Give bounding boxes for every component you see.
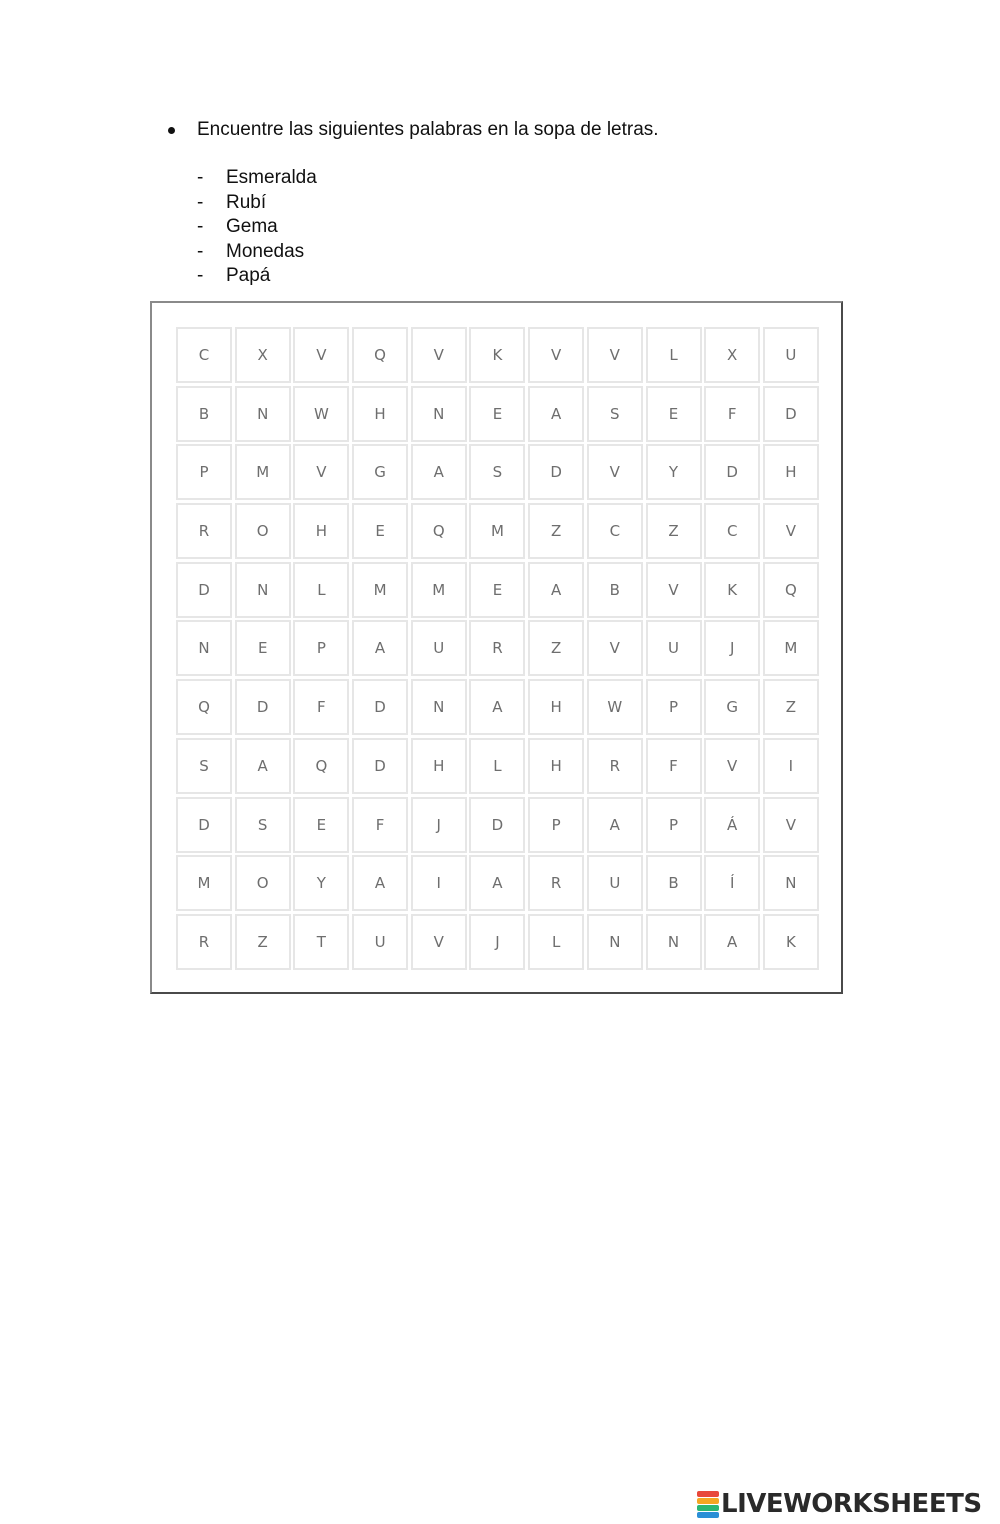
grid-cell[interactable]: V: [587, 327, 643, 383]
dash: -: [197, 240, 204, 262]
grid-cell[interactable]: E: [293, 797, 349, 853]
logo-mark-block: [697, 1512, 719, 1518]
grid-cell[interactable]: Z: [528, 503, 584, 559]
grid-cell[interactable]: F: [293, 679, 349, 735]
word-text: Esmeralda: [226, 167, 317, 188]
word-text: Gema: [226, 216, 278, 237]
grid-cell[interactable]: D: [235, 679, 291, 735]
grid-cell[interactable]: M: [352, 562, 408, 618]
grid-cell[interactable]: V: [411, 327, 467, 383]
grid-cell[interactable]: N: [176, 620, 232, 676]
grid-cell[interactable]: R: [176, 503, 232, 559]
grid-cell[interactable]: Q: [352, 327, 408, 383]
logo-text: LIVEWORKSHEETS: [721, 1489, 982, 1519]
word-text: Rubí: [226, 191, 267, 213]
grid-cell[interactable]: D: [176, 797, 232, 853]
grid-cell[interactable]: V: [293, 444, 349, 500]
grid-cell[interactable]: I: [763, 738, 819, 794]
grid-cell[interactable]: S: [176, 738, 232, 794]
grid-cell[interactable]: E: [235, 620, 291, 676]
grid-cell[interactable]: D: [352, 679, 408, 735]
grid-cell[interactable]: Q: [176, 679, 232, 735]
grid-cell[interactable]: C: [704, 503, 760, 559]
word-list-item: [197, 264, 317, 289]
logo-mark-block: [697, 1491, 719, 1497]
grid-cell[interactable]: H: [763, 444, 819, 500]
grid-cell[interactable]: V: [293, 327, 349, 383]
grid-cell[interactable]: H: [352, 386, 408, 442]
grid-cell[interactable]: U: [587, 855, 643, 911]
grid-cell[interactable]: V: [763, 503, 819, 559]
grid-cell[interactable]: J: [469, 914, 525, 970]
word-text: Monedas: [226, 240, 305, 262]
grid-cell[interactable]: A: [352, 855, 408, 911]
liveworksheets-logo-icon: [697, 1490, 719, 1518]
grid-cell[interactable]: A: [587, 797, 643, 853]
grid-cell[interactable]: U: [763, 327, 819, 383]
grid-cell[interactable]: H: [411, 738, 467, 794]
grid-cell[interactable]: D: [469, 797, 525, 853]
grid-cell[interactable]: O: [235, 855, 291, 911]
grid-cell[interactable]: U: [411, 620, 467, 676]
grid-cell[interactable]: D: [763, 386, 819, 442]
grid-cell[interactable]: H: [528, 679, 584, 735]
grid-cell[interactable]: Í: [704, 855, 760, 911]
grid-cell[interactable]: V: [587, 620, 643, 676]
grid-cell[interactable]: R: [469, 620, 525, 676]
grid-cell[interactable]: C: [176, 327, 232, 383]
dash: -: [197, 216, 204, 237]
grid-cell[interactable]: K: [763, 914, 819, 970]
word-list-item: [197, 240, 317, 265]
grid-cell[interactable]: P: [176, 444, 232, 500]
grid-cell[interactable]: A: [704, 914, 760, 970]
logo-mark-block: [697, 1498, 719, 1504]
grid-cell[interactable]: Z: [763, 679, 819, 735]
grid-cell[interactable]: G: [352, 444, 408, 500]
grid-cell[interactable]: S: [469, 444, 525, 500]
grid-cell[interactable]: V: [646, 562, 702, 618]
grid-cell[interactable]: I: [411, 855, 467, 911]
grid-cell[interactable]: E: [646, 386, 702, 442]
grid-cell[interactable]: V: [528, 327, 584, 383]
logo-mark-block: [697, 1505, 719, 1511]
grid-cell[interactable]: A: [352, 620, 408, 676]
grid-cell[interactable]: K: [469, 327, 525, 383]
grid-cell[interactable]: R: [587, 738, 643, 794]
grid-cell[interactable]: M: [411, 562, 467, 618]
word-text: Papá: [226, 265, 271, 286]
grid-cell[interactable]: B: [646, 855, 702, 911]
grid-cell[interactable]: D: [176, 562, 232, 618]
grid-cell[interactable]: Q: [763, 562, 819, 618]
grid-cell[interactable]: E: [469, 562, 525, 618]
grid-cell[interactable]: V: [587, 444, 643, 500]
dash: -: [197, 265, 204, 286]
word-search-puzzle: [150, 301, 843, 994]
grid-cell[interactable]: F: [352, 797, 408, 853]
grid-cell[interactable]: R: [176, 914, 232, 970]
grid-cell[interactable]: T: [293, 914, 349, 970]
grid-cell[interactable]: U: [646, 620, 702, 676]
grid-cell[interactable]: B: [176, 386, 232, 442]
grid-cell[interactable]: D: [528, 444, 584, 500]
grid-cell[interactable]: R: [528, 855, 584, 911]
grid-cell[interactable]: U: [352, 914, 408, 970]
grid-cell[interactable]: N: [235, 562, 291, 618]
grid-cell[interactable]: A: [469, 855, 525, 911]
grid-cell[interactable]: Z: [235, 914, 291, 970]
dash: -: [197, 191, 204, 213]
grid-cell[interactable]: E: [352, 503, 408, 559]
grid-cell[interactable]: Q: [293, 738, 349, 794]
grid-cell[interactable]: M: [763, 620, 819, 676]
grid-cell[interactable]: A: [411, 444, 467, 500]
grid-cell[interactable]: N: [763, 855, 819, 911]
liveworksheets-logo: [697, 1489, 982, 1519]
grid-cell[interactable]: N: [646, 914, 702, 970]
grid-cell[interactable]: M: [469, 503, 525, 559]
grid-cell[interactable]: W: [587, 679, 643, 735]
grid-cell[interactable]: P: [528, 797, 584, 853]
grid-cell[interactable]: A: [528, 562, 584, 618]
grid-cell[interactable]: M: [235, 444, 291, 500]
grid-cell[interactable]: Y: [646, 444, 702, 500]
grid-cell[interactable]: P: [646, 797, 702, 853]
grid-cell[interactable]: H: [293, 503, 349, 559]
grid-cell[interactable]: D: [704, 444, 760, 500]
grid-cell[interactable]: N: [411, 386, 467, 442]
grid-cell[interactable]: S: [587, 386, 643, 442]
grid-cell[interactable]: Á: [704, 797, 760, 853]
grid-cell[interactable]: C: [587, 503, 643, 559]
grid-cell[interactable]: Z: [646, 503, 702, 559]
grid-cell[interactable]: X: [704, 327, 760, 383]
grid-cell[interactable]: G: [704, 679, 760, 735]
grid-cell[interactable]: P: [293, 620, 349, 676]
grid-cell[interactable]: L: [646, 327, 702, 383]
word-list-item: [197, 215, 317, 240]
grid-cell[interactable]: F: [704, 386, 760, 442]
grid-cell[interactable]: X: [235, 327, 291, 383]
grid-cell[interactable]: V: [411, 914, 467, 970]
grid-cell[interactable]: S: [235, 797, 291, 853]
grid-cell[interactable]: J: [411, 797, 467, 853]
word-list-item: [197, 191, 317, 216]
grid-cell[interactable]: O: [235, 503, 291, 559]
grid-cell[interactable]: Y: [293, 855, 349, 911]
grid-cell[interactable]: D: [352, 738, 408, 794]
grid-cell[interactable]: A: [528, 386, 584, 442]
grid-cell[interactable]: V: [704, 738, 760, 794]
grid-cell[interactable]: L: [469, 738, 525, 794]
grid-cell[interactable]: E: [469, 386, 525, 442]
instruction-text: Encuentre las siguientes palabras en la sopa de letras.: [197, 119, 659, 140]
grid-cell[interactable]: L: [528, 914, 584, 970]
grid-cell[interactable]: F: [646, 738, 702, 794]
grid-cell[interactable]: W: [293, 386, 349, 442]
grid-cell[interactable]: H: [528, 738, 584, 794]
grid-cell[interactable]: Q: [411, 503, 467, 559]
grid-cell[interactable]: N: [235, 386, 291, 442]
instruction: [168, 118, 659, 142]
grid-cell[interactable]: A: [469, 679, 525, 735]
letter-grid: [176, 327, 819, 970]
grid-cell[interactable]: J: [704, 620, 760, 676]
grid-cell[interactable]: L: [293, 562, 349, 618]
bullet-icon: [168, 127, 175, 134]
grid-cell[interactable]: N: [411, 679, 467, 735]
grid-cell[interactable]: A: [235, 738, 291, 794]
dash: -: [197, 167, 204, 188]
grid-cell[interactable]: P: [646, 679, 702, 735]
word-list: [197, 166, 317, 289]
grid-cell[interactable]: N: [587, 914, 643, 970]
grid-cell[interactable]: Z: [528, 620, 584, 676]
word-list-item: [197, 166, 317, 191]
grid-cell[interactable]: K: [704, 562, 760, 618]
grid-cell[interactable]: V: [763, 797, 819, 853]
grid-cell[interactable]: M: [176, 855, 232, 911]
grid-cell[interactable]: B: [587, 562, 643, 618]
